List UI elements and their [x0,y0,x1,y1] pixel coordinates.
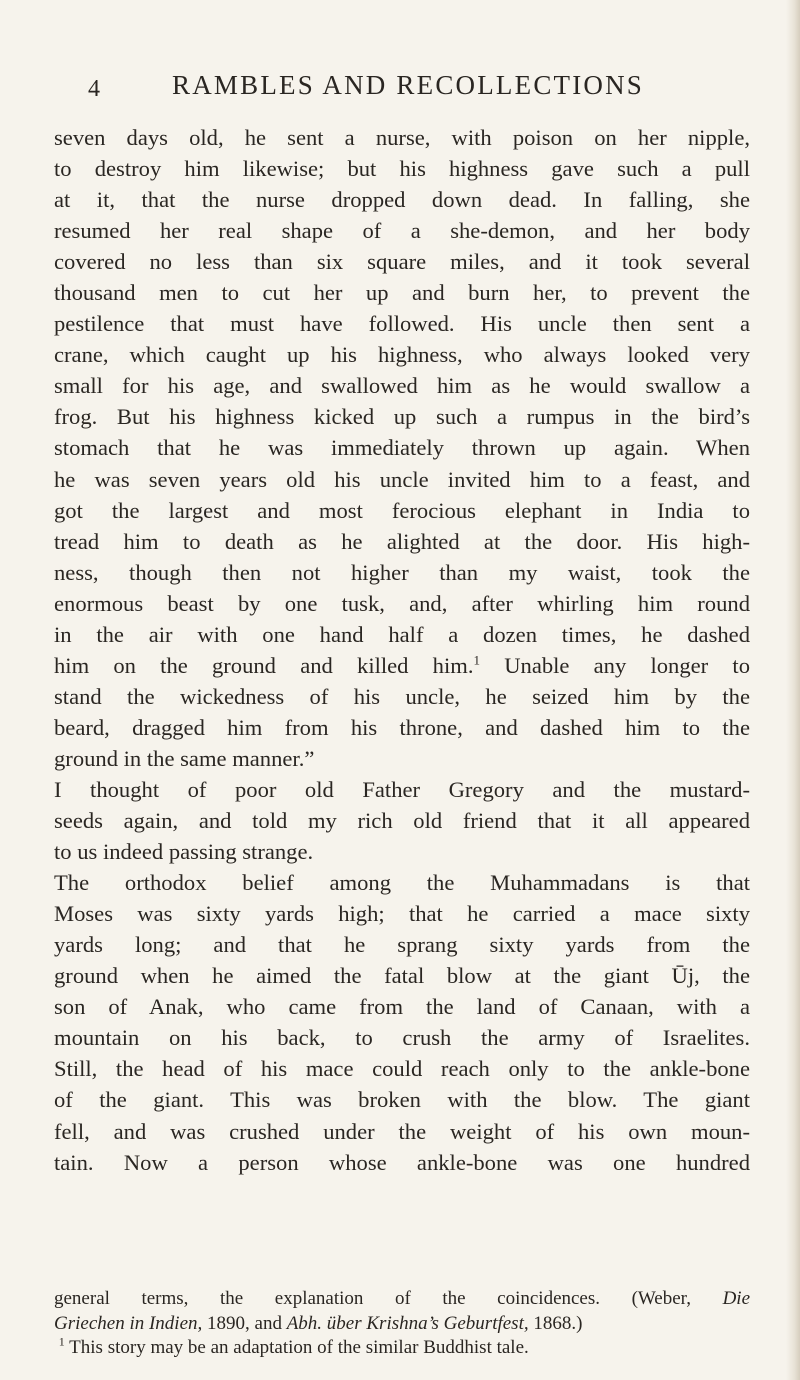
running-head [88,70,738,110]
footnote-italic: Die [722,1288,751,1309]
text-line: to us indeed passing strange. [54,839,314,865]
text-line: got the largest and most ferocious elephant in India to [54,497,750,523]
text-line: of the giant. This was broken with the blow. The giant [54,1087,750,1113]
text-line: seeds again, and told my rich old friend that it all appeared [54,808,750,834]
text-line: mountain on his back, to crush the army of Israelites. [54,1025,750,1051]
text-line: beard, dragged him from his throne, and dashed him to the [54,714,750,740]
footnote-ref: 1 [473,652,480,668]
footnote-text: general terms, the explanation of the coincidences. (Weber, [54,1288,691,1309]
footnote-continuation-line [54,1287,750,1312]
footnote-italic: Abh. über Krishna’s Geburtfest, [286,1312,529,1334]
text-line: crane, which caught up his highness, who always looked very [54,342,750,368]
footnote-text: This story may be an adaptation of the similar Buddhist tale. [69,1337,529,1358]
text-line: stomach that he was immediately thrown up again. When [54,435,750,461]
text-line: The orthodox belief among the Muhammadans is that [54,870,750,896]
footnotes [54,1287,750,1361]
text-line: yards long; and that he sprang sixty yards from the [54,932,750,958]
text-line: seven days old, he sent a nurse, with poison on her nipple, [54,125,750,150]
text-line: pestilence that must have followed. His uncle then sent a [54,311,750,337]
footnote-mark: 1 [58,1334,65,1349]
running-title: RAMBLES AND RECOLLECTIONS [172,70,645,100]
page-number: 4 [88,76,100,102]
text-line: he was seven years old his uncle invited him to a feast, and [54,466,750,492]
text-line-with-note [54,650,750,681]
text-line: stand the wickedness of his uncle, he seized him by the [54,683,750,709]
footnote-italic: Griechen in Indien, [54,1312,203,1334]
text-line: small for his age, and swallowed him as he would swallow a [54,373,750,399]
text-line: tread him to death as he alighted at the door. His high- [54,528,750,554]
text-line: tain. Now a person whose ankle-bone was one hundred [54,1149,750,1175]
body-text [54,122,750,1178]
text-line: in the air with one hand half a dozen times, he dashed [54,621,750,647]
text-line: I thought of poor old Father Gregory and the mustard- [54,776,750,802]
text-line: Moses was sixty yards high; that he carried a mace sixty [54,901,750,927]
footnote-continuation-line [54,1312,750,1337]
text-line: to destroy him likewise; but his highness gave such a pull [54,156,750,182]
text-line: son of Anak, who came from the land of Canaan, with a [54,994,750,1020]
text-line: enormous beast by one tusk, and, after whirling him round [54,590,750,616]
text-line: ground when he aimed the fatal blow at the giant Ūj, the [54,963,750,989]
text-line: ground in the same manner.” [54,745,315,771]
text-line: covered no less than six square miles, and it took several [54,249,750,275]
text-line: fell, and was crushed under the weight of his own moun- [54,1118,750,1144]
footnote-text: 1890, and [207,1312,282,1334]
text-fragment: him on the ground and killed him. [54,652,474,678]
text-line: at it, that the nurse dropped down dead. In falling, she [54,187,750,213]
text-line: frog. But his highness kicked up such a rumpus in the bird’s [54,404,750,430]
text-line: thousand men to cut her up and burn her, to prevent the [54,280,750,306]
footnote-text: 1868.) [533,1312,583,1334]
footnote-1 [54,1336,750,1361]
text-line: resumed her real shape of a she-demon, and her body [54,218,750,244]
page-edge-shadow [786,0,800,1380]
text-fragment: Unable any longer to [504,652,750,678]
text-line: ness, though then not higher than my waist, took the [54,559,750,585]
text-line: Still, the head of his mace could reach only to the ankle-bone [54,1056,750,1082]
